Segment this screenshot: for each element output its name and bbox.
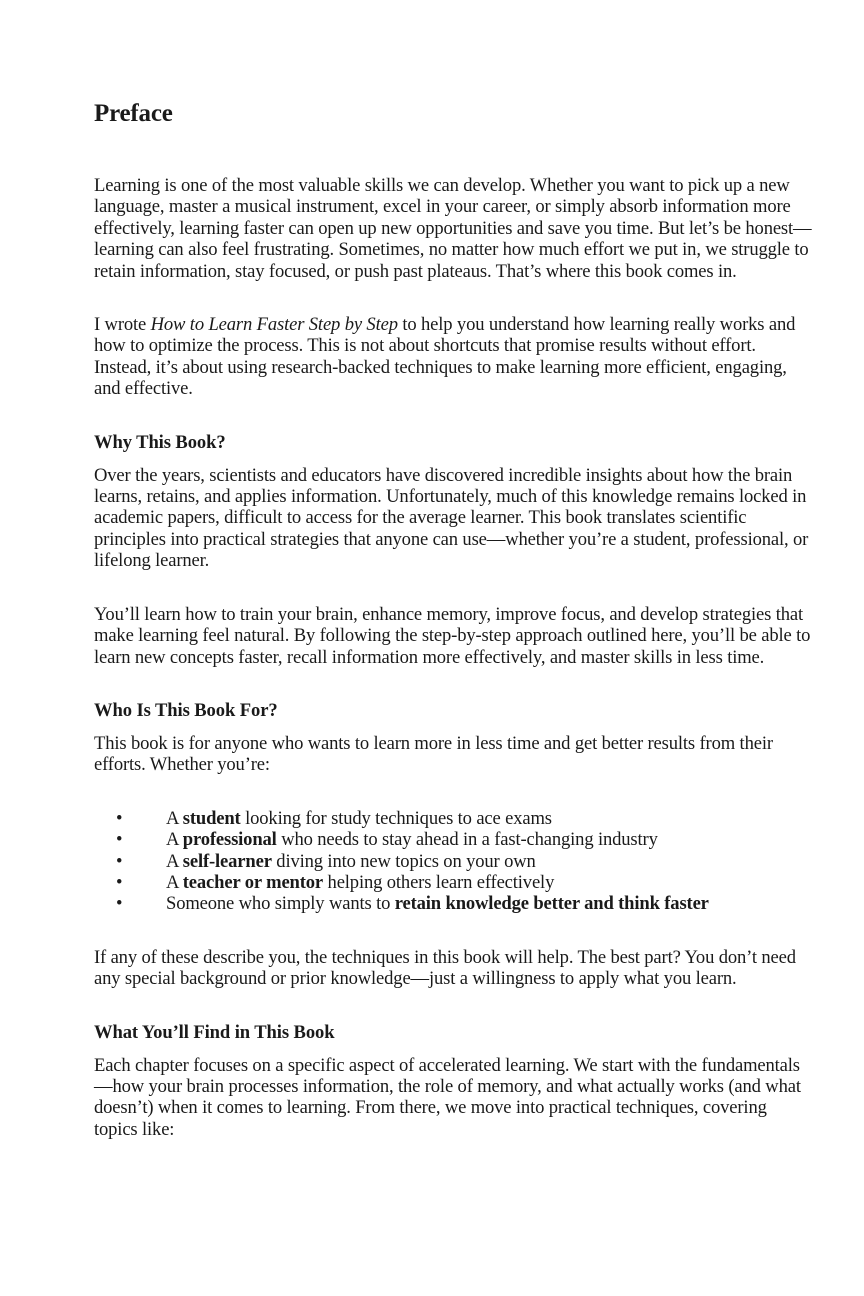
list-item	[94, 893, 812, 914]
find-paragraph: Each chapter focuses on a specific aspect of accelerated learning. We start with the fundamentals—how your brain processes information, the role of memory, and what actually works (and what doesn’t) when it comes to learning. From there, we move into practical techniques, covering topics like:	[94, 1054, 801, 1140]
list-item-prefix: A	[166, 871, 183, 893]
intro-paragraph-2-before: I wrote	[94, 314, 151, 336]
bullet: •	[116, 807, 123, 829]
list-item-suffix: helping others learn effectively	[323, 871, 555, 893]
list-item-bold: professional	[182, 829, 277, 851]
section-heading-why: Why This Book?	[94, 431, 226, 453]
list-item-prefix: A	[166, 850, 183, 872]
bullet: •	[116, 893, 123, 915]
list-item	[94, 808, 812, 829]
bullet: •	[116, 829, 123, 851]
list-item	[94, 829, 812, 850]
who-paragraph: This book is for anyone who wants to learn more in less time and get better results from their efforts. Whether you’re:	[94, 732, 773, 776]
list-item-suffix: looking for study techniques to ace exams	[240, 807, 552, 829]
list-item	[94, 872, 812, 893]
list-item-prefix: A	[166, 829, 183, 851]
intro-paragraph-1: Learning is one of the most valuable skills we can develop. Whether you want to pick up a new language, master a musical instrument, excel in your career, or simply absorb information more effectively, learning faster can open up new opportunities and save you time. But let’s be honest—learning can also feel frustrating. Sometimes, no matter how much effort we put in, we struggle to retain information, stay focused, or push past plateaus. That’s where this book comes in.	[94, 175, 812, 282]
list-item-bold: teacher or mentor	[182, 871, 324, 893]
list-item-bold: student	[182, 807, 241, 829]
list-item-prefix: A	[166, 807, 183, 829]
section-heading-find: What You’ll Find in This Book	[94, 1021, 335, 1043]
why-paragraph-1: Over the years, scientists and educators have discovered incredible insights about how the brain learns, retains, and applies information. Unfortunately, much of this knowledge remains locked in academic papers, difficult to access for the average learner. This book translates scientific principles into practical strategies that anyone can use—whether you’re a student, professional, or lifelong learner.	[94, 464, 809, 572]
book-title: How to Learn Faster Step by Step	[150, 314, 398, 336]
list-item-bold: self-learner	[182, 850, 272, 872]
who-closing-paragraph: If any of these describe you, the techniques in this book will help. The best part? You don’t need any special background or prior knowledge—just a willingness to apply what you learn.	[94, 946, 796, 990]
bullet: •	[116, 850, 123, 872]
list-item-bold: retain knowledge better and think faster	[394, 893, 709, 915]
list-item-suffix: diving into new topics on your own	[271, 850, 536, 872]
page-title: Preface	[94, 100, 173, 127]
list-item	[94, 851, 812, 872]
list-item-prefix: Someone who simply wants to	[166, 893, 395, 915]
bullet: •	[116, 871, 123, 893]
document-page	[94, 98, 812, 1140]
list-item-suffix: who needs to stay ahead in a fast-changing industry	[276, 829, 658, 851]
audience-list	[94, 808, 812, 915]
section-heading-who: Who Is This Book For?	[94, 699, 278, 721]
intro-paragraph-2-after: to help you understand how learning really works and how to optimize the process. This is not about shortcuts that promise results without effort. Instead, it’s about using research-backed techniques to make learning more efficient, engaging, and effective.	[94, 314, 796, 400]
intro-paragraph-2	[94, 314, 812, 400]
why-paragraph-2: You’ll learn how to train your brain, enhance memory, improve focus, and develop strategies that make learning feel natural. By following the step-by-step approach outlined here, you’ll be able to learn new concepts faster, recall information more effectively, and master skills in less time.	[94, 603, 811, 668]
